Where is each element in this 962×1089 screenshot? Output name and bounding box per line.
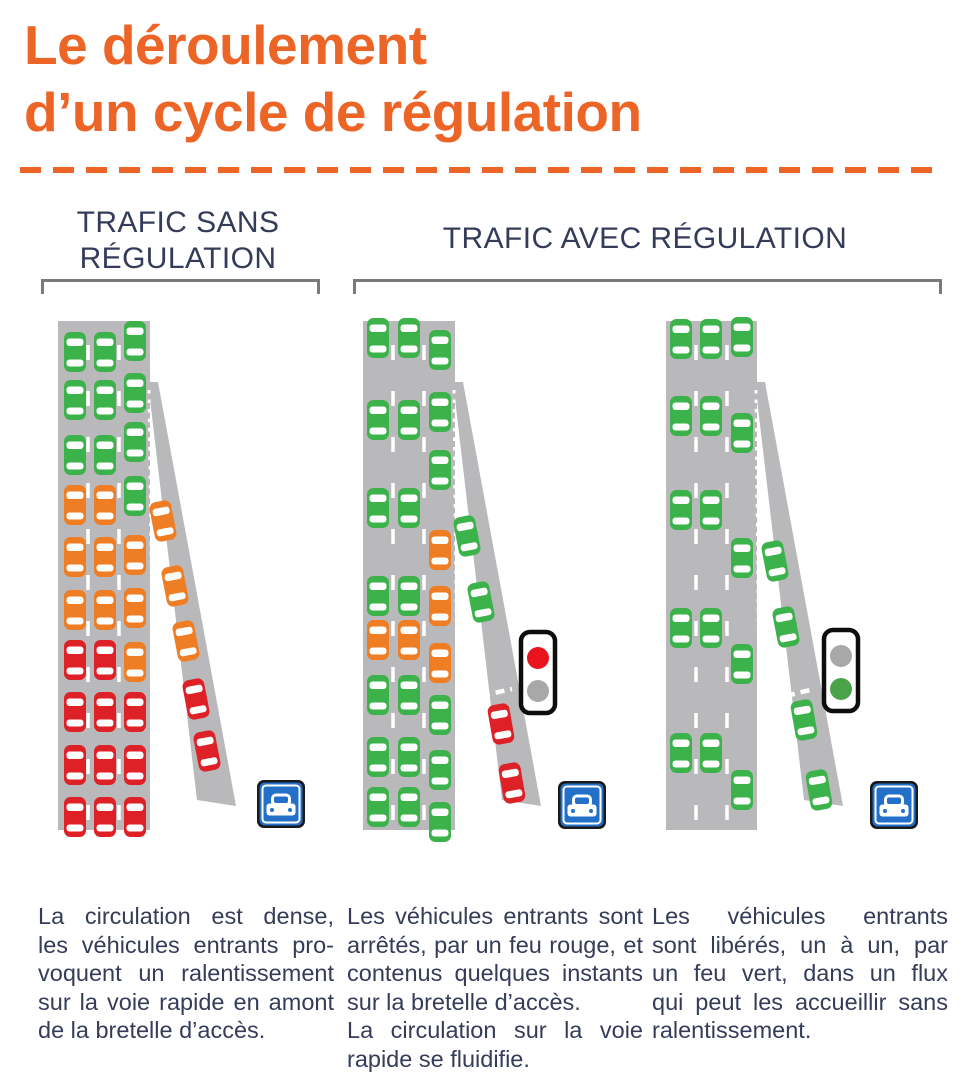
car: [429, 530, 451, 570]
car: [700, 490, 722, 530]
motorway-sign: [870, 781, 918, 829]
caption-sans-regulation: [38, 902, 334, 1045]
car: [700, 608, 722, 648]
car: [124, 535, 146, 575]
car: [94, 745, 116, 785]
car: [94, 640, 116, 680]
car: [731, 644, 753, 684]
car: [670, 733, 692, 773]
car: [64, 435, 86, 475]
caption-line: qui peut les accueillir sans: [652, 988, 948, 1015]
car: [429, 330, 451, 370]
caption-line: sur la voie rapide en amont: [38, 988, 334, 1015]
text-line: TRAFIC SANS: [76, 206, 280, 239]
car: [398, 787, 420, 827]
light-bottom-lamp-off: [527, 680, 549, 702]
car: [124, 422, 146, 462]
car: [367, 400, 389, 440]
car: [670, 490, 692, 530]
car: [670, 319, 692, 359]
car: [429, 392, 451, 432]
car: [429, 695, 451, 735]
car: [700, 733, 722, 773]
heading-trafic-avec-regulation: [352, 221, 938, 257]
car: [64, 537, 86, 577]
car: [124, 321, 146, 361]
car: [124, 642, 146, 682]
car: [429, 586, 451, 626]
car: [94, 485, 116, 525]
car: [124, 797, 146, 837]
car: [64, 485, 86, 525]
on-ramp: [755, 382, 843, 806]
car: [94, 537, 116, 577]
motorway-sign: [558, 781, 606, 829]
light-top-lamp-red: [527, 647, 549, 669]
car: [700, 319, 722, 359]
car: [398, 488, 420, 528]
car: [429, 643, 451, 683]
caption-line: contenus quelques instants: [347, 960, 643, 987]
car: [367, 675, 389, 715]
caption-line: un feu vert, dans un flux: [652, 960, 948, 987]
car: [64, 692, 86, 732]
car: [670, 396, 692, 436]
caption-line: voquent un ralentissement: [38, 960, 334, 987]
text-line: TRAFIC AVEC RÉGULATION: [442, 222, 848, 255]
car: [429, 750, 451, 790]
car: [398, 737, 420, 777]
car: [64, 745, 86, 785]
text-line: d’un cycle de régulation: [24, 81, 642, 143]
car: [64, 380, 86, 420]
car: [398, 318, 420, 358]
car: [94, 692, 116, 732]
car: [731, 770, 753, 810]
car: [64, 590, 86, 630]
car: [367, 620, 389, 660]
car: [731, 317, 753, 357]
caption-line: La circulation sur la voie: [347, 1017, 643, 1044]
car: [367, 576, 389, 616]
caption-line: rapide se fluidifie.: [347, 1045, 530, 1072]
car: [124, 373, 146, 413]
panel-trafic-avec-regulation-feu-vert: [666, 317, 918, 830]
car: [64, 797, 86, 837]
light-top-lamp-off: [830, 645, 852, 667]
car: [398, 576, 420, 616]
car: [731, 413, 753, 453]
car: [124, 588, 146, 628]
caption-line: ralentissement.: [652, 1017, 812, 1044]
traffic-diagrams: [0, 315, 962, 855]
car: [124, 692, 146, 732]
car: [367, 787, 389, 827]
panel-trafic-avec-regulation-feu-rouge: [363, 318, 606, 842]
car: [398, 400, 420, 440]
car: [94, 590, 116, 630]
traffic-light: [521, 632, 555, 713]
caption-line: sur la bretelle d’accès.: [347, 988, 581, 1015]
car: [731, 538, 753, 578]
caption-line: de la bretelle d’accès.: [38, 1017, 266, 1044]
car: [124, 476, 146, 516]
caption-feu-rouge: [347, 902, 643, 1074]
caption-line: Les véhicules entrants: [652, 903, 948, 929]
car: [94, 332, 116, 372]
car: [64, 332, 86, 372]
page-title: [24, 12, 642, 146]
caption-line: La circulation est dense,: [38, 903, 334, 929]
car: [94, 435, 116, 475]
car: [94, 797, 116, 837]
bracket-avec-regulation: [353, 279, 942, 294]
car: [398, 675, 420, 715]
car: [124, 745, 146, 785]
panel-trafic-sans-regulation: [58, 321, 305, 837]
on-ramp: [148, 382, 236, 806]
traffic-light: [824, 630, 858, 711]
dashed-divider: [20, 167, 941, 173]
bracket-sans-regulation: [41, 279, 320, 294]
caption-line: Les véhicules entrants sont: [347, 903, 643, 929]
car: [367, 488, 389, 528]
car: [94, 380, 116, 420]
light-bottom-lamp-green: [830, 678, 852, 700]
car: [367, 318, 389, 358]
car: [367, 737, 389, 777]
caption-feu-vert: [652, 902, 948, 1045]
text-line: RÉGULATION: [79, 242, 277, 275]
car: [429, 450, 451, 490]
motorway-sign: [257, 780, 305, 828]
caption-line: arrêtés, par un feu rouge, et: [347, 931, 643, 958]
caption-line: sont libérés, un à un, par: [652, 931, 948, 958]
car: [670, 608, 692, 648]
car: [700, 396, 722, 436]
caption-line: les véhicules entrants pro-: [38, 931, 334, 958]
text-line: Le déroulement: [24, 14, 427, 76]
car: [398, 620, 420, 660]
car: [429, 802, 451, 842]
car: [64, 640, 86, 680]
heading-trafic-sans-regulation: [30, 205, 326, 277]
